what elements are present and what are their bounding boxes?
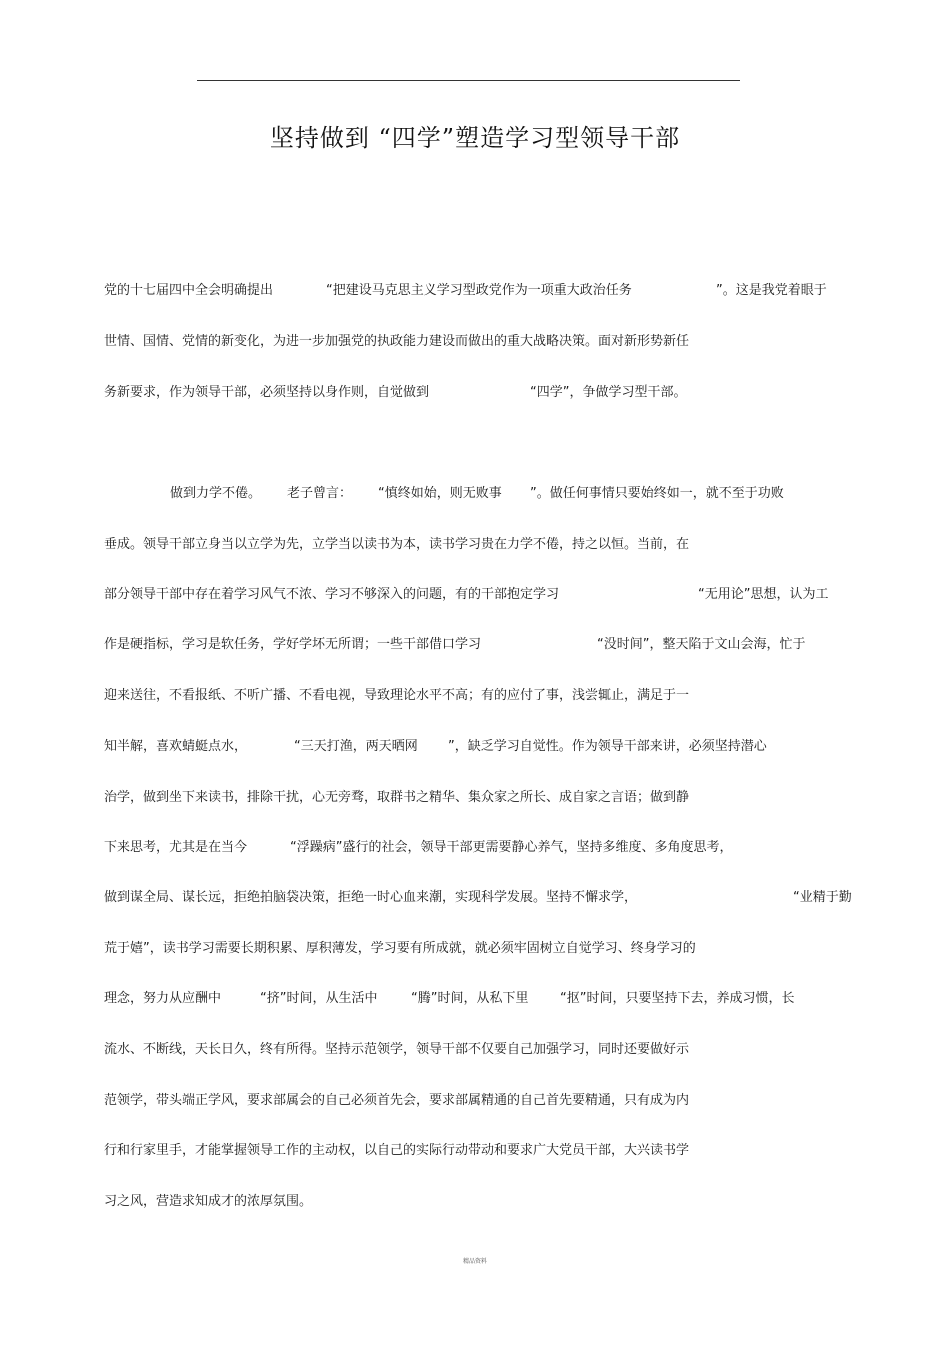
text-segment: 流水、不断线，天长日久，终有所得。坚持示范领学，领导干部不仅要自己加强学习，同时还要做好示 (104, 1042, 690, 1057)
text-segment: 部分领导干部中存在着学习风气不浓、学习不够深入的问题，有的干部抱定学习 (104, 587, 560, 602)
paragraph-1-line (0, 334, 950, 350)
text-segment: 做到谋全局、谋长远，拒绝拍脑袋决策，拒绝一时心血来潮，实现科学发展。坚持不懈求学， (104, 890, 638, 905)
paragraph-2-line (0, 537, 950, 553)
text-segment: “慎终如始，则无败事 (378, 486, 502, 501)
text-segment: “把建设马克思主义学习型政党作为一项重大政治任务 (326, 283, 632, 298)
text-segment: ”。做任何事情只要始终如一，就不至于功败 (530, 486, 784, 501)
text-segment: 知半解，喜欢蜻蜓点水， (104, 739, 248, 754)
text-segment: 荒于嬉”，读书学习需要长期积累、厚积薄发，学习要有所成就，就必须牢固树立自觉学习、终身学习的 (104, 941, 696, 956)
text-segment: “没时间”，整天陷于文山会海，忙于 (597, 637, 806, 652)
paragraph-2-line (0, 991, 950, 1007)
text-segment: 习之风，营造求知成才的浓厚氛围。 (104, 1194, 313, 1209)
text-segment: “四学”，争做学习型干部。 (530, 385, 687, 400)
page-footer: 精品资料 (462, 1258, 487, 1265)
paragraph-2-line (0, 1093, 950, 1109)
text-segment: 垂成。领导干部立身当以立学为先，立学当以读书为本，读书学习贵在力学不倦，持之以恒。当前，在 (104, 537, 690, 552)
paragraph-2-line (0, 890, 950, 906)
text-segment: “腾”时间，从私下里 (411, 991, 529, 1006)
paragraph-2-line (0, 1143, 950, 1159)
paragraph-2-line (0, 486, 950, 502)
text-segment: 理念，努力从应酬中 (104, 991, 222, 1006)
text-segment: “三天打渔，两天晒网 (294, 739, 418, 754)
text-segment: 党的十七届四中全会明确提出 (104, 283, 274, 298)
paragraph-2-line (0, 941, 950, 957)
text-segment: 行和行家里手，才能掌握领导工作的主动权，以自己的实际行动带动和要求广大党员干部，大兴读书学 (104, 1143, 690, 1158)
paragraph-1-line (0, 283, 950, 299)
paragraph-2-line (0, 1194, 950, 1210)
text-segment: 下来思考，尤其是在当今 (104, 840, 248, 855)
paragraph-1-line (0, 385, 950, 401)
text-segment: ”。这是我党着眼于 (716, 283, 827, 298)
text-segment: “业精于勤 (793, 890, 852, 905)
paragraph-2-line (0, 587, 950, 603)
paragraph-2-line (0, 688, 950, 704)
paragraph-2-line (0, 739, 950, 755)
text-segment: 治学，做到坐下来读书，排除干扰，心无旁骛，取群书之精华、集众家之所长、成自家之言语；做到静 (104, 790, 690, 805)
text-segment: “浮躁病”盛行的社会，领导干部更需要静心养气，坚持多维度、多角度思考， (290, 840, 733, 855)
text-segment: “无用论”思想，认为工 (698, 587, 829, 602)
text-segment: “抠”时间，只要坚持下去，养成习惯，长 (560, 991, 795, 1006)
text-segment: 老子曾言： (287, 486, 353, 501)
document-title: 坚持做到 “四学”塑造学习型领导干部 (269, 124, 681, 152)
header-rule (197, 80, 740, 81)
text-segment: ”，缺乏学习自觉性。作为领导干部来讲，必须坚持潜心 (448, 739, 767, 754)
text-segment: 作是硬指标，学习是软任务，学好学坏无所谓；一些干部借口学习 (104, 637, 482, 652)
text-segment: 世情、国情、党情的新变化，为进一步加强党的执政能力建设而做出的重大战略决策。面对新形势新任 (104, 334, 690, 349)
paragraph-2-line (0, 840, 950, 856)
text-segment: “挤”时间，从生活中 (260, 991, 378, 1006)
text-segment: 范领学，带头端正学风，要求部属会的自己必须首先会，要求部属精通的自己首先要精通，只有成为内 (104, 1093, 690, 1108)
text-segment: 务新要求，作为领导干部，必须坚持以身作则，自觉做到 (104, 385, 430, 400)
paragraph-2-line (0, 790, 950, 806)
text-segment: 迎来送往，不看报纸、不听广播、不看电视，导致理论水平不高；有的应付了事，浅尝辄止，满足于一 (104, 688, 690, 703)
paragraph-2-line (0, 1042, 950, 1058)
paragraph-2-line (0, 637, 950, 653)
text-segment: 做到力学不倦。 (170, 486, 262, 501)
